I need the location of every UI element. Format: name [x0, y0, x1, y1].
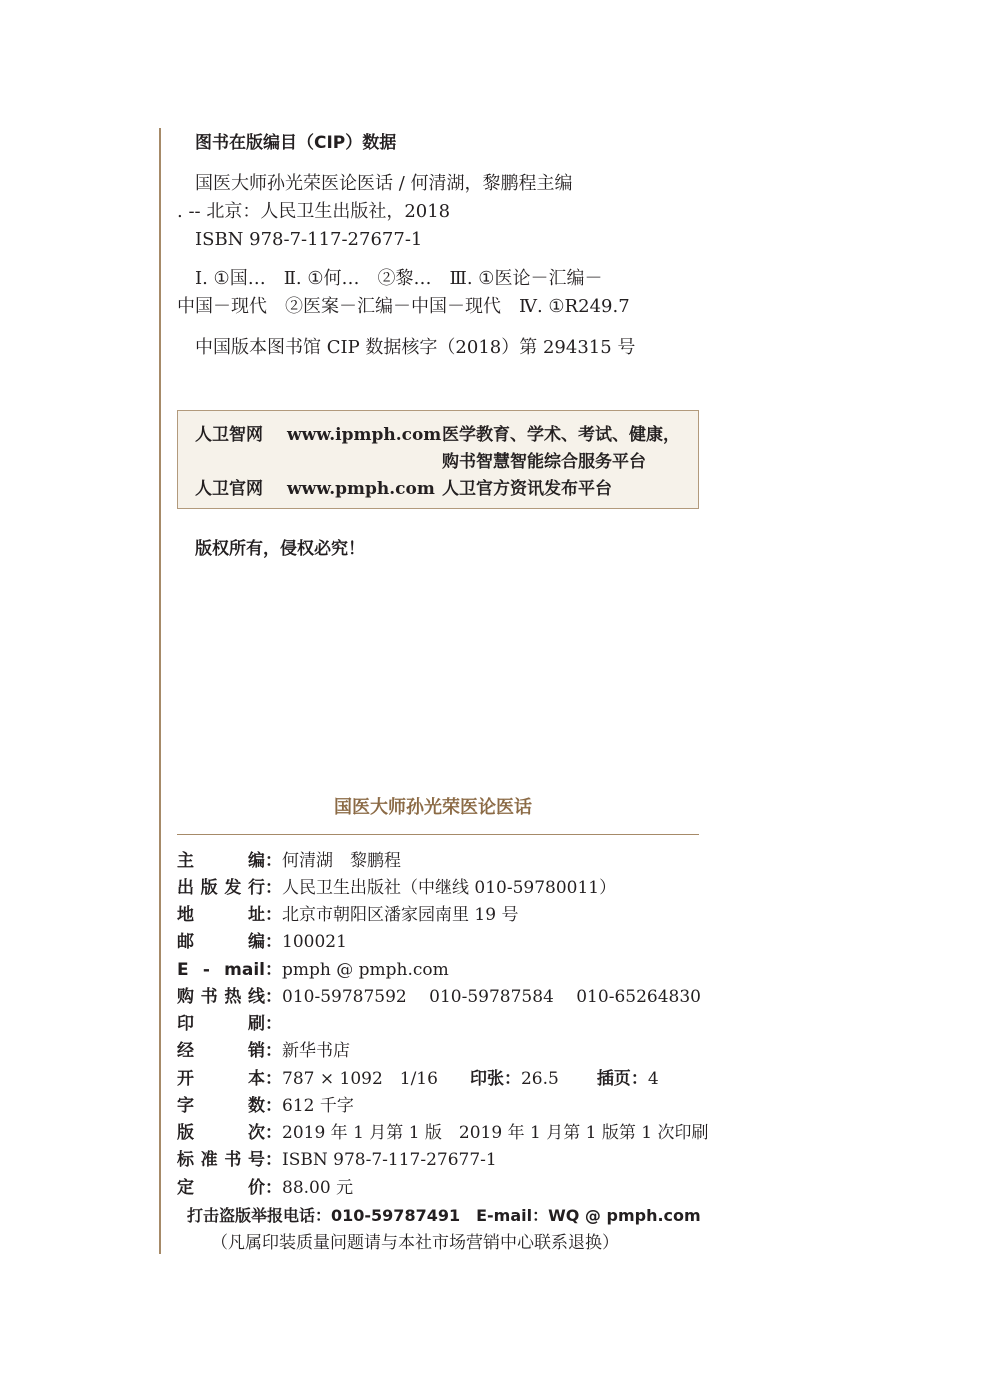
detail-value: 新华书店 [282, 1041, 350, 1061]
website-desc-2: 人卫官方资讯发布平台 [442, 479, 612, 499]
detail-price: 定价：88.00 元 [177, 1178, 354, 1198]
detail-email: E - mail：pmph @ pmph.com [177, 960, 449, 980]
detail-value: 88.00 元 [282, 1178, 354, 1198]
detail-hotline: 购书热线：010-59787592 010-59787584 010-65264830 [177, 987, 701, 1007]
cip-title: 图书在版编目（CIP）数据 [195, 133, 397, 153]
website-name-1: 人卫智网 [195, 425, 263, 445]
detail-printer: 印刷： [177, 1014, 282, 1034]
cip-class-1: Ⅰ. ①国… Ⅱ. ①何… ②黎… Ⅲ. ①医论－汇编－ [195, 268, 603, 289]
detail-label: 经销 [177, 1041, 265, 1061]
cip-record: 中国版本图书馆 CIP 数据核字（2018）第 294315 号 [195, 337, 636, 358]
plates-label: 插页 [596, 1069, 631, 1089]
detail-value: 100021 [282, 932, 347, 952]
detail-edition: 版次：2019 年 1 月第 1 版 2019 年 1 月第 1 版第 1 次印刷 [177, 1123, 709, 1143]
website-desc-1: 医学教育、学术、考试、健康， [442, 425, 680, 445]
website-url-2[interactable]: www.pmph.com [287, 479, 435, 499]
detail-value: ISBN 978-7-117-27677-1 [282, 1150, 497, 1170]
margin-rule [159, 128, 161, 1254]
detail-value: 何清湖 黎鹏程 [282, 851, 401, 871]
detail-address: 地址：北京市朝阳区潘家园南里 19 号 [177, 905, 519, 925]
website-box [177, 410, 699, 509]
detail-isbn: 标准书号：ISBN 978-7-117-27677-1 [177, 1150, 497, 1170]
detail-value: 2019 年 1 月第 1 版 2019 年 1 月第 1 版第 1 次印刷 [282, 1123, 709, 1143]
detail-format: 开本：787 × 1092 1/16 印张：26.5 插页：4 [177, 1069, 659, 1089]
sheets-label: 印张 [469, 1069, 504, 1089]
detail-postcode: 邮编：100021 [177, 932, 347, 952]
detail-label: E - mail [177, 960, 265, 980]
detail-publisher: 出版发行：人民卫生出版社（中继线 010-59780011） [177, 878, 617, 898]
detail-label: 定价 [177, 1178, 265, 1198]
cip-line-2: . -- 北京：人民卫生出版社，2018 [177, 201, 451, 222]
plates-value: 4 [647, 1069, 659, 1089]
return-note: （凡属印装质量问题请与本社市场营销中心联系退换） [211, 1233, 619, 1253]
title-rule [177, 834, 699, 835]
sheets-value: 26.5 [520, 1069, 559, 1089]
detail-value: 北京市朝阳区潘家园南里 19 号 [282, 905, 519, 925]
detail-wordcount: 字数：612 千字 [177, 1096, 354, 1116]
detail-label: 开本 [177, 1069, 265, 1089]
detail-label: 购书热线 [177, 987, 265, 1007]
website-url-1[interactable]: www.ipmph.com [287, 425, 442, 445]
website-name-2: 人卫官网 [195, 479, 263, 499]
detail-label: 版次 [177, 1123, 265, 1143]
cip-class-2: 中国－现代 ②医案－汇编－中国－现代 Ⅳ. ①R249.7 [177, 296, 630, 317]
detail-label: 标准书号 [177, 1150, 265, 1170]
detail-value: 人民卫生出版社（中继线 010-59780011） [282, 878, 617, 898]
website-desc-1b: 购书智慧智能综合服务平台 [442, 452, 646, 472]
cip-line-1: 国医大师孙光荣医论医话 / 何清湖，黎鹏程主编 [195, 173, 573, 194]
detail-editor: 主编：何清湖 黎鹏程 [177, 851, 401, 871]
detail-value: 787 × 1092 1/16 [282, 1069, 438, 1089]
book-title: 国医大师孙光荣医论医话 [334, 797, 532, 818]
piracy-hotline: 打击盗版举报电话：010-59787491 E-mail：WQ @ pmph.com [187, 1206, 701, 1225]
detail-label: 主编 [177, 851, 265, 871]
detail-label: 邮编 [177, 932, 265, 952]
detail-label: 印刷 [177, 1014, 265, 1034]
detail-value: pmph @ pmph.com [282, 960, 449, 980]
cip-line-3: ISBN 978-7-117-27677-1 [195, 229, 423, 250]
detail-label: 地址 [177, 905, 265, 925]
detail-value: 010-59787592 010-59787584 010-65264830 [282, 987, 701, 1007]
detail-label: 字数 [177, 1096, 265, 1116]
detail-value: 612 千字 [282, 1096, 354, 1116]
detail-distributor: 经销：新华书店 [177, 1041, 350, 1061]
detail-label: 出版发行 [177, 878, 265, 898]
copyright-notice: 版权所有，侵权必究！ [195, 539, 365, 559]
